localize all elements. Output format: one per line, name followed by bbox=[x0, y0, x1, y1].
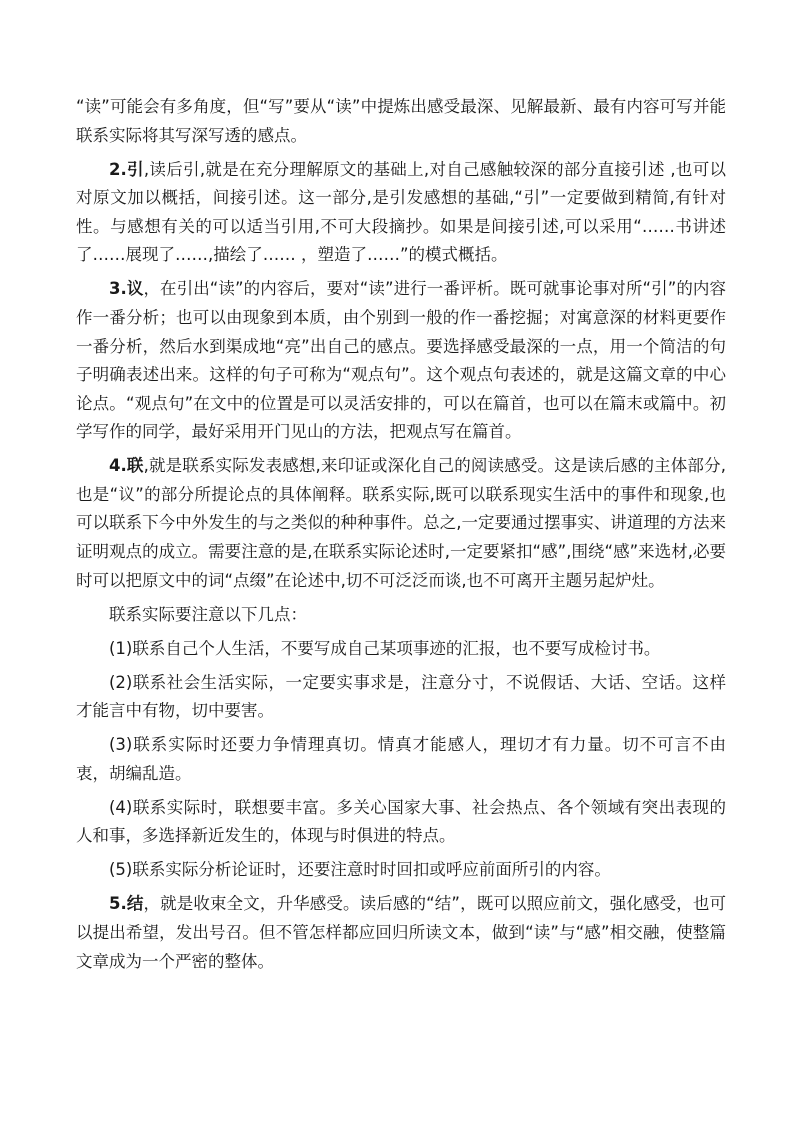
paragraph-text: (3)联系实际时还要力争情理真切。情真才能感人，理切才有力量。切不可言不由衷，胡编乱造。 bbox=[76, 735, 726, 783]
paragraph-text: ,就是联系实际发表感想,来印证或深化自己的阅读感受。这是读后感的主体部分,也是“议”的部分所提论点的具体阐释。联系实际,既可以联系现实生活中的事件和现象,也可以联系下今中外发生的与之类似的种种事件。总之,一定要通过摆事实、讲道理的方法来证明观点的成立。需要注意的是,在联系实际论述时,一定要紧扣“感”,围绕“感”来选材,必要时可以把原文中的词“点缀”在论述中,切不可泛泛而谈,也不可离开主题另起炉灶。 bbox=[76, 456, 726, 590]
step-heading-yi: 3.议 bbox=[109, 279, 144, 299]
paragraph-text: ，就是收束全文，升华感受。读后感的“结”，既可以照应前文，强化感受，也可以提出希望，发出号召。但不管怎样都应回归所读文本，做到“读”与“感”相交融，使整篇文章成为一个严密的整体。 bbox=[76, 894, 726, 971]
paragraph-step-yin bbox=[76, 156, 726, 270]
paragraph-text: (4)联系实际时，联想要丰富。多关心国家大事、社会热点、各个领域有突出表现的人和事，多选择新近发生的，体现与时俱进的特点。 bbox=[76, 797, 726, 846]
list-item-note-5 bbox=[76, 856, 726, 885]
paragraph-text: (2)联系社会生活实际，一定要实事求是，注意分寸，不说假话、大话、空话。这样才能言中有物，切中要害。 bbox=[76, 672, 726, 721]
paragraph-step-lian bbox=[76, 452, 726, 595]
paragraph-text: “读”可能会有多角度，但“写”要从“读”中提炼出感受最深、见解最新、最有内容可写并能联系实际将其写深写透的感点。 bbox=[76, 97, 726, 145]
step-heading-lian: 4.联 bbox=[109, 456, 144, 476]
list-item-note-2 bbox=[76, 669, 726, 726]
list-item-note-3 bbox=[76, 731, 726, 788]
paragraph-text: 联系实际要注意以下几点： bbox=[109, 604, 307, 624]
paragraph-text: (1)联系自己个人生活，不要写成自己某项事迹的汇报，也不要写成检讨书。 bbox=[109, 638, 661, 658]
paragraph-text: (5)联系实际分析论证时，还要注意时时回扣或呼应前面所引的内容。 bbox=[109, 860, 611, 880]
step-heading-jie: 5.结 bbox=[109, 894, 144, 914]
list-item-note-1 bbox=[76, 635, 726, 664]
paragraph-step-jie bbox=[76, 890, 726, 976]
paragraph-text: ，在引出“读”的内容后，要对“读”进行一番评析。既可就事论事对所“引”的内容作一番分析；也可以由现象到本质，由个别到一般的作一番挖掘；对寓意深的材料更要作一番分析，然后水到渠成地“亮”出自己的感点。要选择感受最深的一点，用一个简洁的句子明确表述出来。这样的句子可称为“观点句”。这个观点句表述的，就是这篇文章的中心论点。“观点句”在文中的位置是可以灵活安排的，可以在篇首，也可以在篇末或篇中。初学写作的同学，最好采用开门见山的方法，把观点写在篇首。 bbox=[76, 279, 727, 442]
step-heading-yin: 2.引 bbox=[109, 159, 144, 179]
paragraph-step-yi bbox=[76, 275, 726, 447]
paragraph-text: ,读后引,就是在充分理解原文的基础上,对自己感触较深的部分直接引述 ,也可以对原文加以概括，间接引述。这一部分,是引发感想的基础,“引”一定要做到精简,有针对 性。与感想有关的可以适当引用,不可大段摘抄。如果是间接引述,可以采用“……书讲述了……展现了……,描绘了…… ，塑造了……”的模式概括。 bbox=[76, 159, 726, 265]
document-body bbox=[76, 93, 726, 976]
paragraph-notes-intro bbox=[76, 601, 726, 630]
list-item-note-4 bbox=[76, 794, 726, 851]
paragraph-intro-continuation bbox=[76, 93, 726, 150]
